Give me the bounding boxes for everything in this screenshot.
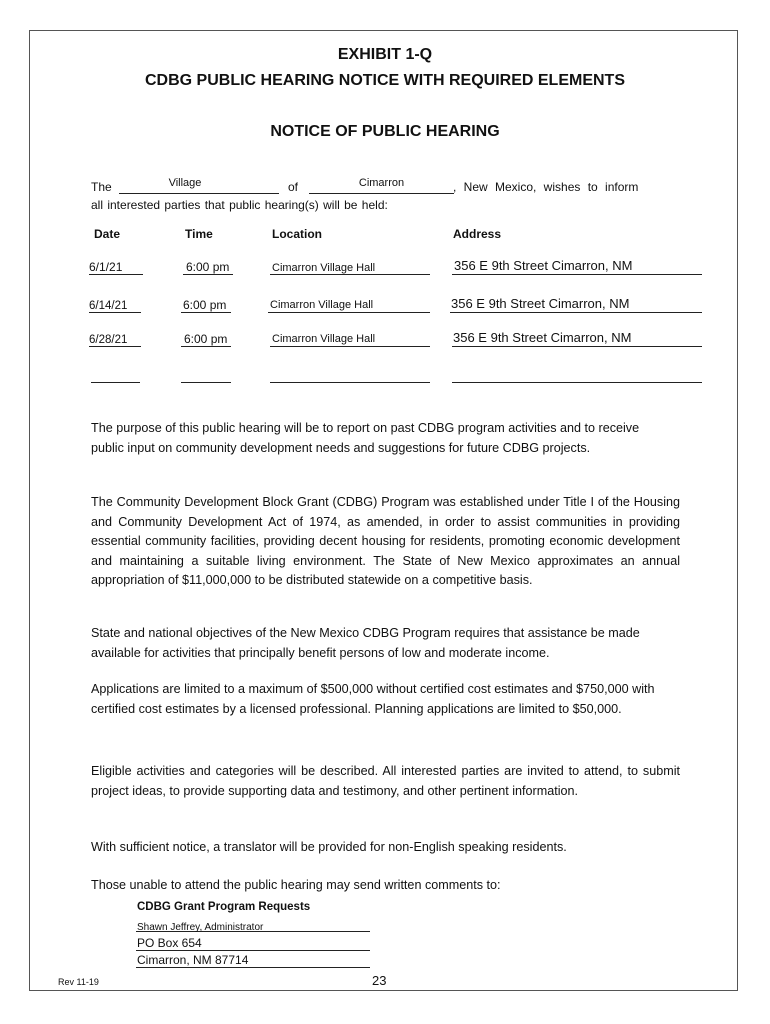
col-header-date: Date — [94, 227, 121, 241]
location-field[interactable] — [268, 295, 430, 313]
location-value: Cimarron Village Hall — [272, 333, 376, 345]
mailing-pobox-field[interactable] — [136, 934, 370, 951]
exhibit-title: EXHIBIT 1-Q — [337, 46, 433, 63]
location-field[interactable] — [270, 258, 430, 275]
col-header-time: Time — [185, 227, 213, 241]
location-field[interactable] — [270, 368, 430, 383]
mailing-city-field[interactable] — [136, 951, 370, 968]
revision-label: Rev 11-19 — [58, 977, 99, 987]
mailing-contact-field[interactable] — [136, 917, 370, 932]
mailing-city-value: Cimarron, NM 87714 — [137, 953, 249, 967]
entity-type-value: Village — [168, 177, 202, 189]
page-number: 23 — [372, 973, 387, 988]
mailing-pobox-value: PO Box 654 — [137, 936, 202, 950]
translator-paragraph: With sufficient notice, a translator will be provided for non-English speaking residents. — [91, 840, 567, 854]
entity-name-field[interactable] — [309, 178, 454, 194]
time-value: 6:00 pm — [184, 332, 228, 346]
address-value: 356 E 9th Street Cimarron, NM — [453, 330, 632, 345]
purpose-paragraph: The purpose of this public hearing will be to report on past CDBG program activities and to receive public input on community development needs and suggestions for future CDBG projects. — [91, 421, 640, 455]
time-field[interactable] — [181, 330, 231, 347]
address-field[interactable] — [452, 368, 702, 383]
comments-paragraph: Those unable to attend the public hearing may send written comments to: — [91, 878, 501, 892]
date-value: 6/1/21 — [89, 260, 123, 274]
time-value: 6:00 pm — [186, 260, 230, 274]
limits-paragraph: Applications are limited to a maximum of $500,000 without certified cost estimates and $750,000 with certified cost estimates by a licensed professional. Planning applications are limited to $50,000. — [91, 682, 655, 716]
time-field[interactable] — [181, 368, 231, 383]
date-field[interactable] — [91, 368, 140, 383]
entity-name-value: Cimarron — [358, 177, 405, 189]
date-value: 6/14/21 — [89, 300, 128, 312]
time-field[interactable] — [183, 258, 233, 275]
date-field[interactable] — [89, 258, 143, 275]
address-field[interactable] — [452, 329, 702, 347]
location-value: Cimarron Village Hall — [272, 262, 376, 274]
time-field[interactable] — [181, 296, 231, 313]
intro-of: of — [288, 180, 299, 194]
notice-title: NOTICE OF PUBLIC HEARING — [270, 123, 500, 140]
col-header-address: Address — [453, 227, 502, 241]
intro-the: The — [91, 180, 112, 194]
address-field[interactable] — [452, 257, 702, 275]
col-header-location: Location — [272, 227, 322, 241]
intro-line2: all interested parties that public hearing(s) will be held: — [91, 198, 388, 212]
address-value: 356 E 9th Street Cimarron, NM — [451, 296, 630, 311]
mailing-heading: CDBG Grant Program Requests — [137, 901, 311, 913]
entity-type-field[interactable] — [119, 178, 279, 194]
notice-subtitle: CDBG PUBLIC HEARING NOTICE WITH REQUIRED ELEMENTS — [144, 72, 625, 89]
date-field[interactable] — [89, 330, 141, 347]
location-field[interactable] — [270, 329, 430, 347]
address-field[interactable] — [450, 295, 702, 313]
address-value: 356 E 9th Street Cimarron, NM — [454, 258, 633, 273]
program-paragraph: The Community Development Block Grant (CDBG) Program was established under Title I of the Housing and Community Development Act of 1974, as amended, in order to assist communities in providing essential community facilities, providing decent housing for residents, promoting economic development and maintaining a suitable living environment. The State of New Mexico approximates an annual appropriation of $11,000,000 to be distributed statewide on a competitive basis. — [91, 495, 680, 587]
time-value: 6:00 pm — [183, 298, 227, 312]
eligible-paragraph: Eligible activities and categories will be described. All interested parties are invited to attend, to submit project ideas, to provide supporting data and testimony, and other pertinent information. — [91, 764, 680, 798]
date-value: 6/28/21 — [89, 334, 128, 346]
intro-wishes: , New Mexico, wishes to inform — [453, 180, 639, 194]
location-value: Cimarron Village Hall — [270, 299, 374, 311]
mailing-contact-value: Shawn Jeffrey, Administrator — [137, 922, 264, 933]
objectives-paragraph: State and national objectives of the New Mexico CDBG Program requires that assistance be made available for activities that principally benefit persons of low and moderate income. — [91, 626, 640, 660]
date-field[interactable] — [89, 296, 141, 313]
